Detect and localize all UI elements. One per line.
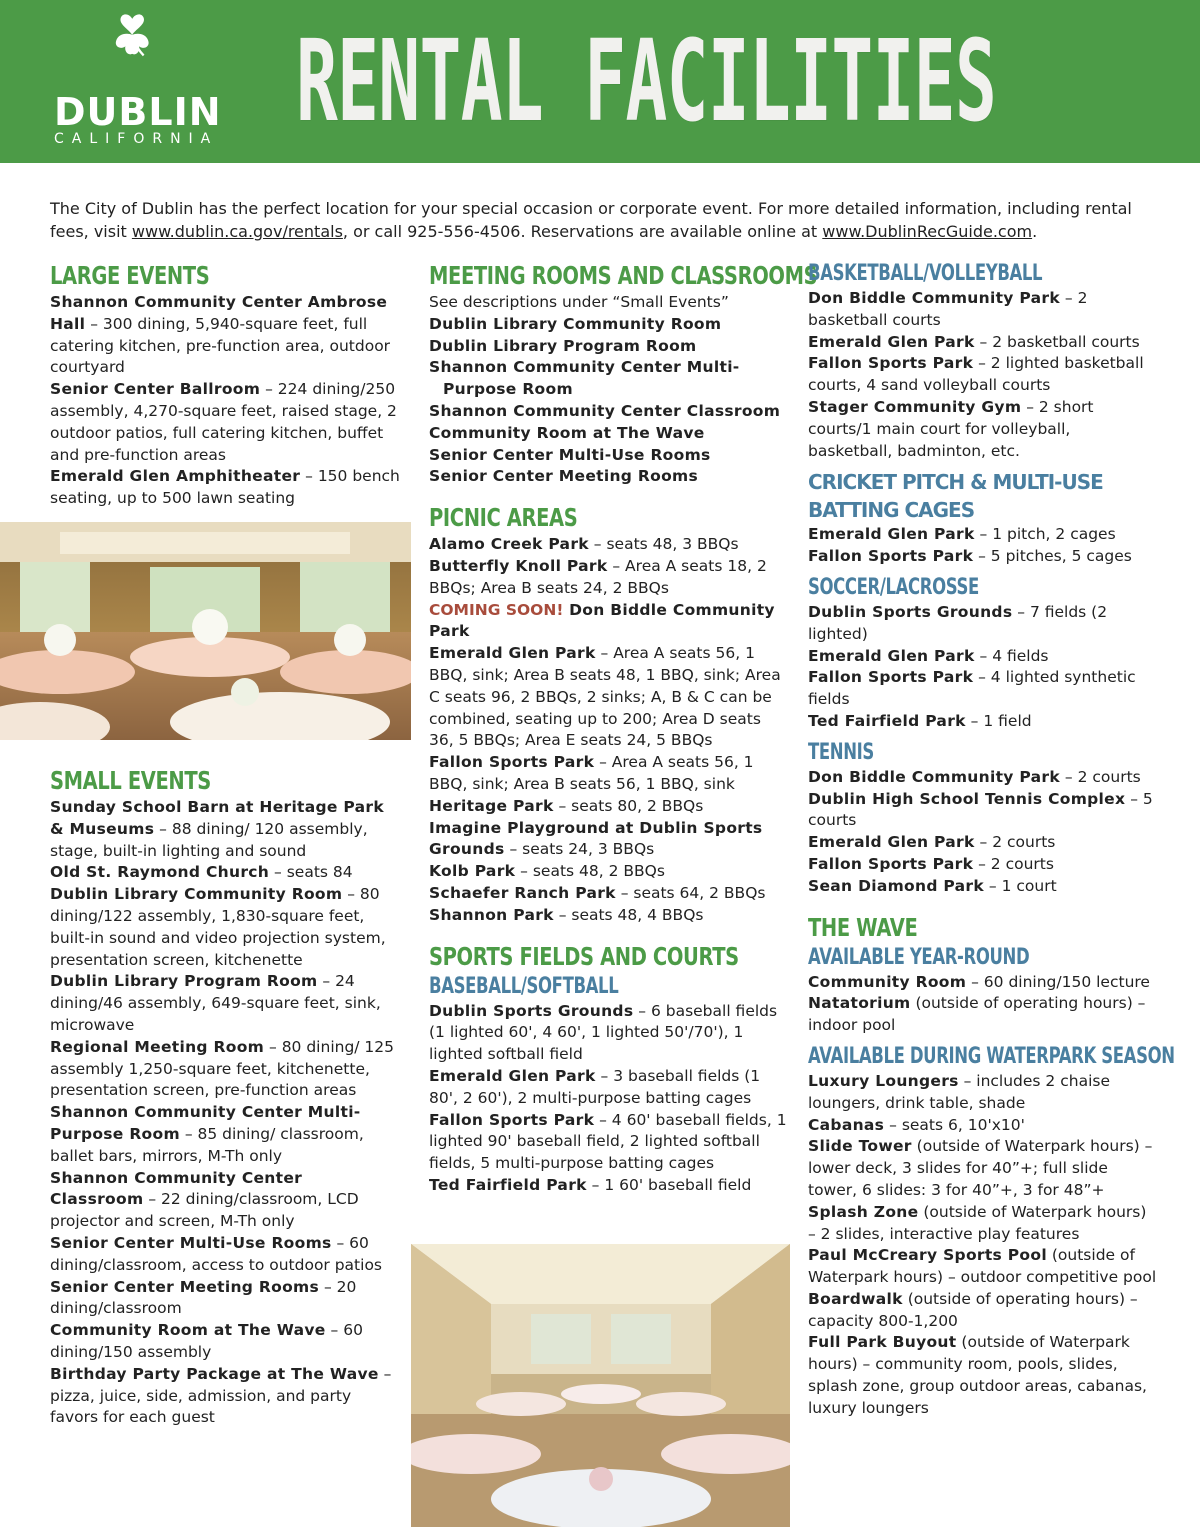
facility-description: – 80 dining/ 125 assembly 1,250-square feet, kitchenette, presentation screen, pre-function areas — [50, 1037, 395, 1100]
list-item — [50, 379, 400, 466]
intro-paragraph — [50, 197, 1160, 243]
logo-subtitle: CALIFORNIA — [54, 131, 219, 147]
small-events-list — [50, 797, 400, 1429]
list-item — [808, 602, 1158, 646]
facility-name: Birthday Party Package at The Wave — [50, 1364, 379, 1383]
facility-name: Natatorium — [808, 994, 911, 1013]
facility-name: Ted Fairfield Park — [429, 1175, 587, 1194]
facility-description: – 20 dining/classroom — [50, 1277, 357, 1318]
facility-description: – includes 2 chaise loungers, drink table, shade — [808, 1071, 1110, 1112]
facility-description: – 2 courts — [1059, 767, 1141, 786]
ballroom-photo — [0, 522, 411, 740]
facility-description: – 85 dining/ classroom, ballet bars, mirrors, M-Th only — [50, 1124, 364, 1165]
facility-description: – 60 dining/150 lecture — [966, 972, 1150, 991]
facility-description: – 7 fields (2 lighted) — [808, 602, 1108, 643]
facility-description: – seats 80, 2 BBQs — [553, 796, 704, 815]
list-item — [50, 292, 400, 379]
right-column — [808, 260, 1175, 1420]
facility-name: Emerald Glen Park — [808, 525, 975, 544]
meeting-rooms-note: See descriptions under “Small Events” — [429, 293, 729, 311]
facility-description: – 2 short courts/1 main court for volleyball, basketball, badminton, etc. — [808, 397, 1094, 460]
list-item — [50, 1168, 400, 1233]
list-item — [429, 905, 789, 927]
subsection-heading: SOCCER/LACROSSE — [808, 574, 979, 600]
page-title: RENTAL FACILITIES — [296, 17, 997, 147]
facility-name: Cabanas — [808, 1115, 885, 1134]
facility-name: Paul McCreary Sports Pool — [808, 1246, 1047, 1265]
header-banner — [0, 0, 1200, 163]
facility-name: Shannon Community Center Classroom — [429, 401, 781, 420]
facility-name: Senior Center Meeting Rooms — [429, 467, 699, 486]
facility-name: Dublin Sports Grounds — [808, 602, 1013, 621]
tennis-list — [808, 767, 1158, 898]
list-item — [808, 832, 1158, 854]
facility-name: Luxury Loungers — [808, 1071, 959, 1090]
facility-name: Fallon Sports Park — [429, 753, 595, 772]
list-item — [808, 854, 1158, 876]
facility-description: – 24 dining/46 assembly, 649-square feet, sink, microwave — [50, 972, 381, 1034]
list-item — [429, 818, 789, 862]
list-item — [808, 1289, 1158, 1333]
list-item — [808, 667, 1158, 711]
facility-name: Emerald Glen Park — [808, 332, 975, 351]
facility-description: – 150 bench seating, up to 500 lawn seating — [50, 467, 400, 508]
facility-description: – seats 48, 4 BBQs — [553, 905, 704, 924]
facility-description: – 1 field — [965, 711, 1032, 730]
section-heading: SMALL EVENTS — [50, 766, 211, 795]
facility-description: (outside of Waterpark hours) – 2 slides, interactive play features — [808, 1202, 1147, 1243]
facility-name: Emerald Glen Park — [429, 1066, 596, 1085]
list-item — [429, 1110, 789, 1175]
facility-description: – 5 courts — [808, 789, 1153, 830]
list-item — [808, 546, 1158, 568]
list-item — [50, 466, 400, 510]
shamrock-icon — [50, 12, 215, 92]
list-item — [429, 1066, 789, 1110]
list-item — [808, 972, 1158, 994]
rentals-link[interactable]: www.dublin.ca.gov/rentals — [131, 222, 343, 241]
facility-name: Imagine Playground at Dublin Sports Grounds — [429, 818, 763, 859]
year-round-list — [808, 972, 1158, 1037]
facility-name: Dublin Library Community Room — [429, 314, 722, 333]
subsection-heading: BASEBALL/SOFTBALL — [429, 973, 619, 999]
list-item — [808, 524, 1158, 546]
facility-description: – Area A seats 56, 1 BBQ, sink; Area B seats 56, 1 BBQ, sink — [429, 753, 754, 793]
spacer — [429, 927, 789, 941]
facility-name: Shannon Park — [429, 905, 554, 924]
intro-text: . — [1032, 222, 1038, 241]
list-item — [808, 1115, 1158, 1137]
list-item — [808, 646, 1158, 668]
facility-name: Regional Meeting Room — [50, 1037, 265, 1056]
facility-name: Shannon Community Center Multi-Purpose Room — [50, 1103, 361, 1143]
facility-description: – Area A seats 18, 2 BBQs; Area B seats 24, 2 BBQs — [429, 556, 767, 597]
facility-name: Alamo Creek Park — [429, 535, 589, 554]
facility-description: – 300 dining, 5,940-square feet, full catering kitchen, pre-function area, outdoor courtyard — [50, 314, 391, 377]
facility-description: – Area A seats 56, 1 BBQ, sink; Area B seats 48, 1 BBQ, sink; Area C seats 96, 2 BBQs, 2 sinks; A, B & C can be combined, seating up to 200; Area D seats 36, 5 BBQs; Area E seats 24, 5 BBQs — [429, 644, 781, 750]
list-item — [429, 466, 789, 488]
facility-description: – 3 baseball fields (1 80', 2 60'), 2 multi-purpose batting cages — [429, 1066, 761, 1107]
list-item — [808, 993, 1158, 1037]
facility-name: Shannon Community Center Classroom — [50, 1168, 303, 1209]
spacer — [429, 488, 789, 502]
facility-name: Dublin Sports Grounds — [429, 1001, 634, 1020]
section-heading: LARGE EVENTS — [50, 261, 210, 290]
facility-description: (outside of Waterpark hours) – lower deck, 3 slides for 40”+; full slide tower, 6 slides: 3 for 40”+, 3 for 48”+ — [808, 1137, 1153, 1199]
facility-name: Full Park Buyout — [808, 1333, 957, 1352]
facility-name: Don Biddle Community Park — [808, 289, 1060, 307]
facility-name: Fallon Sports Park — [429, 1110, 595, 1129]
facility-name: Fallon Sports Park — [808, 854, 974, 873]
list-item — [808, 876, 1158, 898]
facility-name: Dublin High School Tennis Complex — [808, 789, 1126, 808]
facility-name: Slide Tower — [808, 1137, 912, 1156]
list-item — [808, 767, 1158, 789]
facility-name: Old St. Raymond Church — [50, 863, 270, 882]
facility-description: – seats 48, 2 BBQs — [515, 862, 665, 881]
facility-name: Dublin Library Program Room — [50, 972, 318, 991]
list-item — [429, 1175, 789, 1197]
list-item — [429, 796, 789, 818]
facility-description: – 88 dining/ 120 assembly, stage, built-in lighting and sound — [50, 819, 368, 860]
list-item — [50, 1277, 400, 1321]
facility-name: Ted Fairfield Park — [808, 711, 966, 730]
facility-name: Fallon Sports Park — [808, 354, 974, 373]
spacer — [808, 898, 1158, 912]
facility-name: Butterfly Knoll Park — [429, 556, 608, 575]
facility-name: Community Room at The Wave — [429, 423, 705, 442]
facility-name: Splash Zone — [808, 1202, 919, 1221]
list-item — [429, 357, 789, 401]
facility-name: Community Room at The Wave — [50, 1321, 326, 1340]
facility-name: Community Room — [808, 972, 967, 991]
facility-name: Shannon Community Center Ambrose Hall — [50, 293, 388, 333]
list-item — [808, 288, 1158, 332]
list-item — [808, 1245, 1158, 1289]
middle-column — [429, 260, 818, 1197]
list-item — [429, 336, 789, 358]
facility-description: – seats 84 — [269, 863, 353, 882]
facility-description: – seats 48, 3 BBQs — [588, 535, 739, 554]
facility-name: Fallon Sports Park — [808, 547, 974, 566]
section-heading: THE WAVE — [808, 912, 918, 942]
facility-description: (outside of Waterpark hours) – community room, pools, slides, splash zone, group outdoor areas, cabanas, luxury loungers — [808, 1333, 1147, 1417]
facility-description: – seats 6, 10'x10' — [884, 1115, 1025, 1134]
facility-name: Don Biddle Community Park — [429, 600, 775, 641]
recguide-link[interactable]: www.DublinRecGuide.com — [822, 222, 1033, 241]
facility-description: – 1 court — [984, 876, 1057, 895]
list-item — [429, 534, 789, 556]
list-item — [429, 401, 789, 423]
list-item — [50, 1364, 400, 1429]
facility-name: Sean Diamond Park — [808, 876, 984, 895]
facility-name: Schaefer Ranch Park — [429, 883, 616, 902]
meeting-rooms-list — [429, 314, 789, 488]
facility-description: – seats 24, 3 BBQs — [504, 840, 655, 859]
facility-name: Emerald Glen Amphitheater — [50, 467, 301, 486]
facility-description: – 60 dining/classroom, access to outdoor patios — [50, 1233, 383, 1274]
list-item — [429, 752, 789, 796]
facility-name: Sunday School Barn at Heritage Park & Museums — [50, 798, 384, 838]
facility-name: Boardwalk — [808, 1289, 903, 1308]
facility-description: – 2 courts — [973, 854, 1054, 873]
subsection-heading: TENNIS — [808, 739, 874, 765]
facility-name: Emerald Glen Park — [429, 644, 596, 663]
coming-soon-label: COMING SOON! — [429, 600, 564, 619]
list-item — [50, 884, 400, 971]
facility-description: – pizza, juice, side, admission, and party favors for each guest — [50, 1364, 392, 1427]
facility-name: Senior Center Multi-Use Rooms — [429, 445, 711, 464]
facility-name: Shannon Community Center Multi-Purpose Room — [429, 358, 740, 399]
multi-use-room-photo — [411, 1244, 790, 1527]
facility-name: Dublin Library Community Room — [50, 885, 343, 904]
facility-name: Emerald Glen Park — [808, 833, 975, 852]
intro-text: The City of Dublin has the perfect location for your special occasion or corporate event. For more detailed information, including rental fees, visit — [50, 199, 1132, 241]
list-item — [50, 1037, 400, 1102]
section-heading: MEETING ROOMS AND CLASSROOMS — [429, 261, 818, 290]
facility-description: – 5 pitches, 5 cages — [973, 547, 1132, 566]
list-item — [50, 971, 400, 1036]
list-item — [808, 1202, 1158, 1246]
facility-description: – 2 courts — [974, 833, 1056, 852]
list-item — [429, 314, 789, 336]
list-item — [429, 643, 789, 752]
small-events-section — [50, 765, 400, 1429]
facility-name: Stager Community Gym — [808, 397, 1022, 416]
facility-name: Don Biddle Community Park — [808, 767, 1060, 786]
list-item — [429, 861, 789, 883]
baseball-list — [429, 1001, 789, 1197]
facility-name: Kolb Park — [429, 862, 516, 881]
list-item — [429, 423, 789, 445]
facility-description: – 6 baseball fields (1 lighted 60', 4 60', 1 lighted 50'/70'), 1 lighted softball field — [429, 1001, 778, 1064]
basketball-list — [808, 288, 1158, 462]
list-item — [50, 862, 400, 884]
list-item — [808, 397, 1158, 462]
facility-name: Dublin Library Program Room — [429, 336, 697, 355]
cricket-list — [808, 524, 1158, 568]
facility-name: Senior Center Meeting Rooms — [50, 1277, 320, 1296]
intro-text: , or call 925-556-4506. Reservations are available online at — [342, 222, 823, 241]
facility-description: (outside of operating hours) – capacity 800-1,200 — [808, 1289, 1138, 1330]
logo-wordmark: DUBLIN — [54, 90, 222, 134]
soccer-list — [808, 602, 1158, 733]
waterpark-list — [808, 1071, 1158, 1420]
list-item — [429, 883, 789, 905]
large-events-list — [50, 292, 400, 510]
list-item — [808, 1332, 1158, 1419]
list-item — [808, 353, 1158, 397]
facility-description: – 1 pitch, 2 cages — [974, 525, 1116, 544]
facility-name: Heritage Park — [429, 796, 554, 815]
list-item — [808, 1136, 1158, 1201]
facility-description: – 80 dining/122 assembly, 1,830-square feet, built-in sound and video projection system, presentation screen, kitchenette — [50, 885, 386, 969]
facility-description: – 4 fields — [974, 646, 1049, 665]
section-heading: SPORTS FIELDS AND COURTS — [429, 941, 739, 971]
facility-description: – 2 basketball courts — [808, 289, 1088, 329]
subsection-heading: AVAILABLE DURING WATERPARK SEASON — [808, 1043, 1175, 1069]
facility-description: – seats 64, 2 BBQs — [615, 883, 766, 902]
large-events-section — [50, 260, 400, 510]
facility-description: – 60 dining/150 assembly — [50, 1321, 363, 1361]
list-item — [50, 1102, 400, 1167]
facility-name: Emerald Glen Park — [808, 646, 975, 665]
facility-description: – 224 dining/250 assembly, 4,270-square feet, raised stage, 2 outdoor patios, full catering kitchen, buffet and pre-function areas — [50, 380, 397, 464]
section-heading: PICNIC AREAS — [429, 503, 578, 533]
list-item — [808, 332, 1158, 354]
facility-name: Senior Center Ballroom — [50, 380, 261, 399]
subsection-heading: BASKETBALL/VOLLEYBALL — [808, 261, 1043, 286]
list-item — [50, 797, 400, 862]
facility-description: – 2 lighted basketball courts, 4 sand volleyball courts — [808, 354, 1144, 395]
facility-name: Senior Center Multi-Use Rooms — [50, 1233, 332, 1252]
subsection-heading: AVAILABLE YEAR-ROUND — [808, 944, 1030, 970]
list-item — [808, 711, 1158, 733]
list-item — [50, 1233, 400, 1277]
facility-name: Fallon Sports Park — [808, 668, 974, 687]
facility-description: (outside of Waterpark hours) – outdoor competitive pool — [808, 1246, 1157, 1287]
list-item — [50, 1320, 400, 1364]
list-item — [429, 600, 789, 644]
list-item — [429, 445, 789, 467]
facility-description: (outside of operating hours) – indoor pool — [808, 994, 1146, 1035]
facility-description: – 22 dining/classroom, LCD projector and screen, M-Th only — [50, 1190, 359, 1231]
subsection-heading: CRICKET PITCH & MULTI-USE BATTING CAGES — [808, 470, 1103, 523]
facility-description: – 1 60' baseball field — [586, 1175, 752, 1194]
picnic-areas-list — [429, 534, 789, 926]
facility-description: – 4 lighted synthetic fields — [808, 668, 1136, 709]
facility-description: – 4 60' baseball fields, 1 lighted 90' baseball field, 2 lighted softball fields, 5 multi-purpose batting cages — [429, 1110, 787, 1173]
list-item — [429, 556, 789, 600]
list-item — [429, 1001, 789, 1066]
list-item — [808, 789, 1158, 833]
list-item — [808, 1071, 1158, 1115]
facility-description: – 2 basketball courts — [974, 332, 1140, 351]
